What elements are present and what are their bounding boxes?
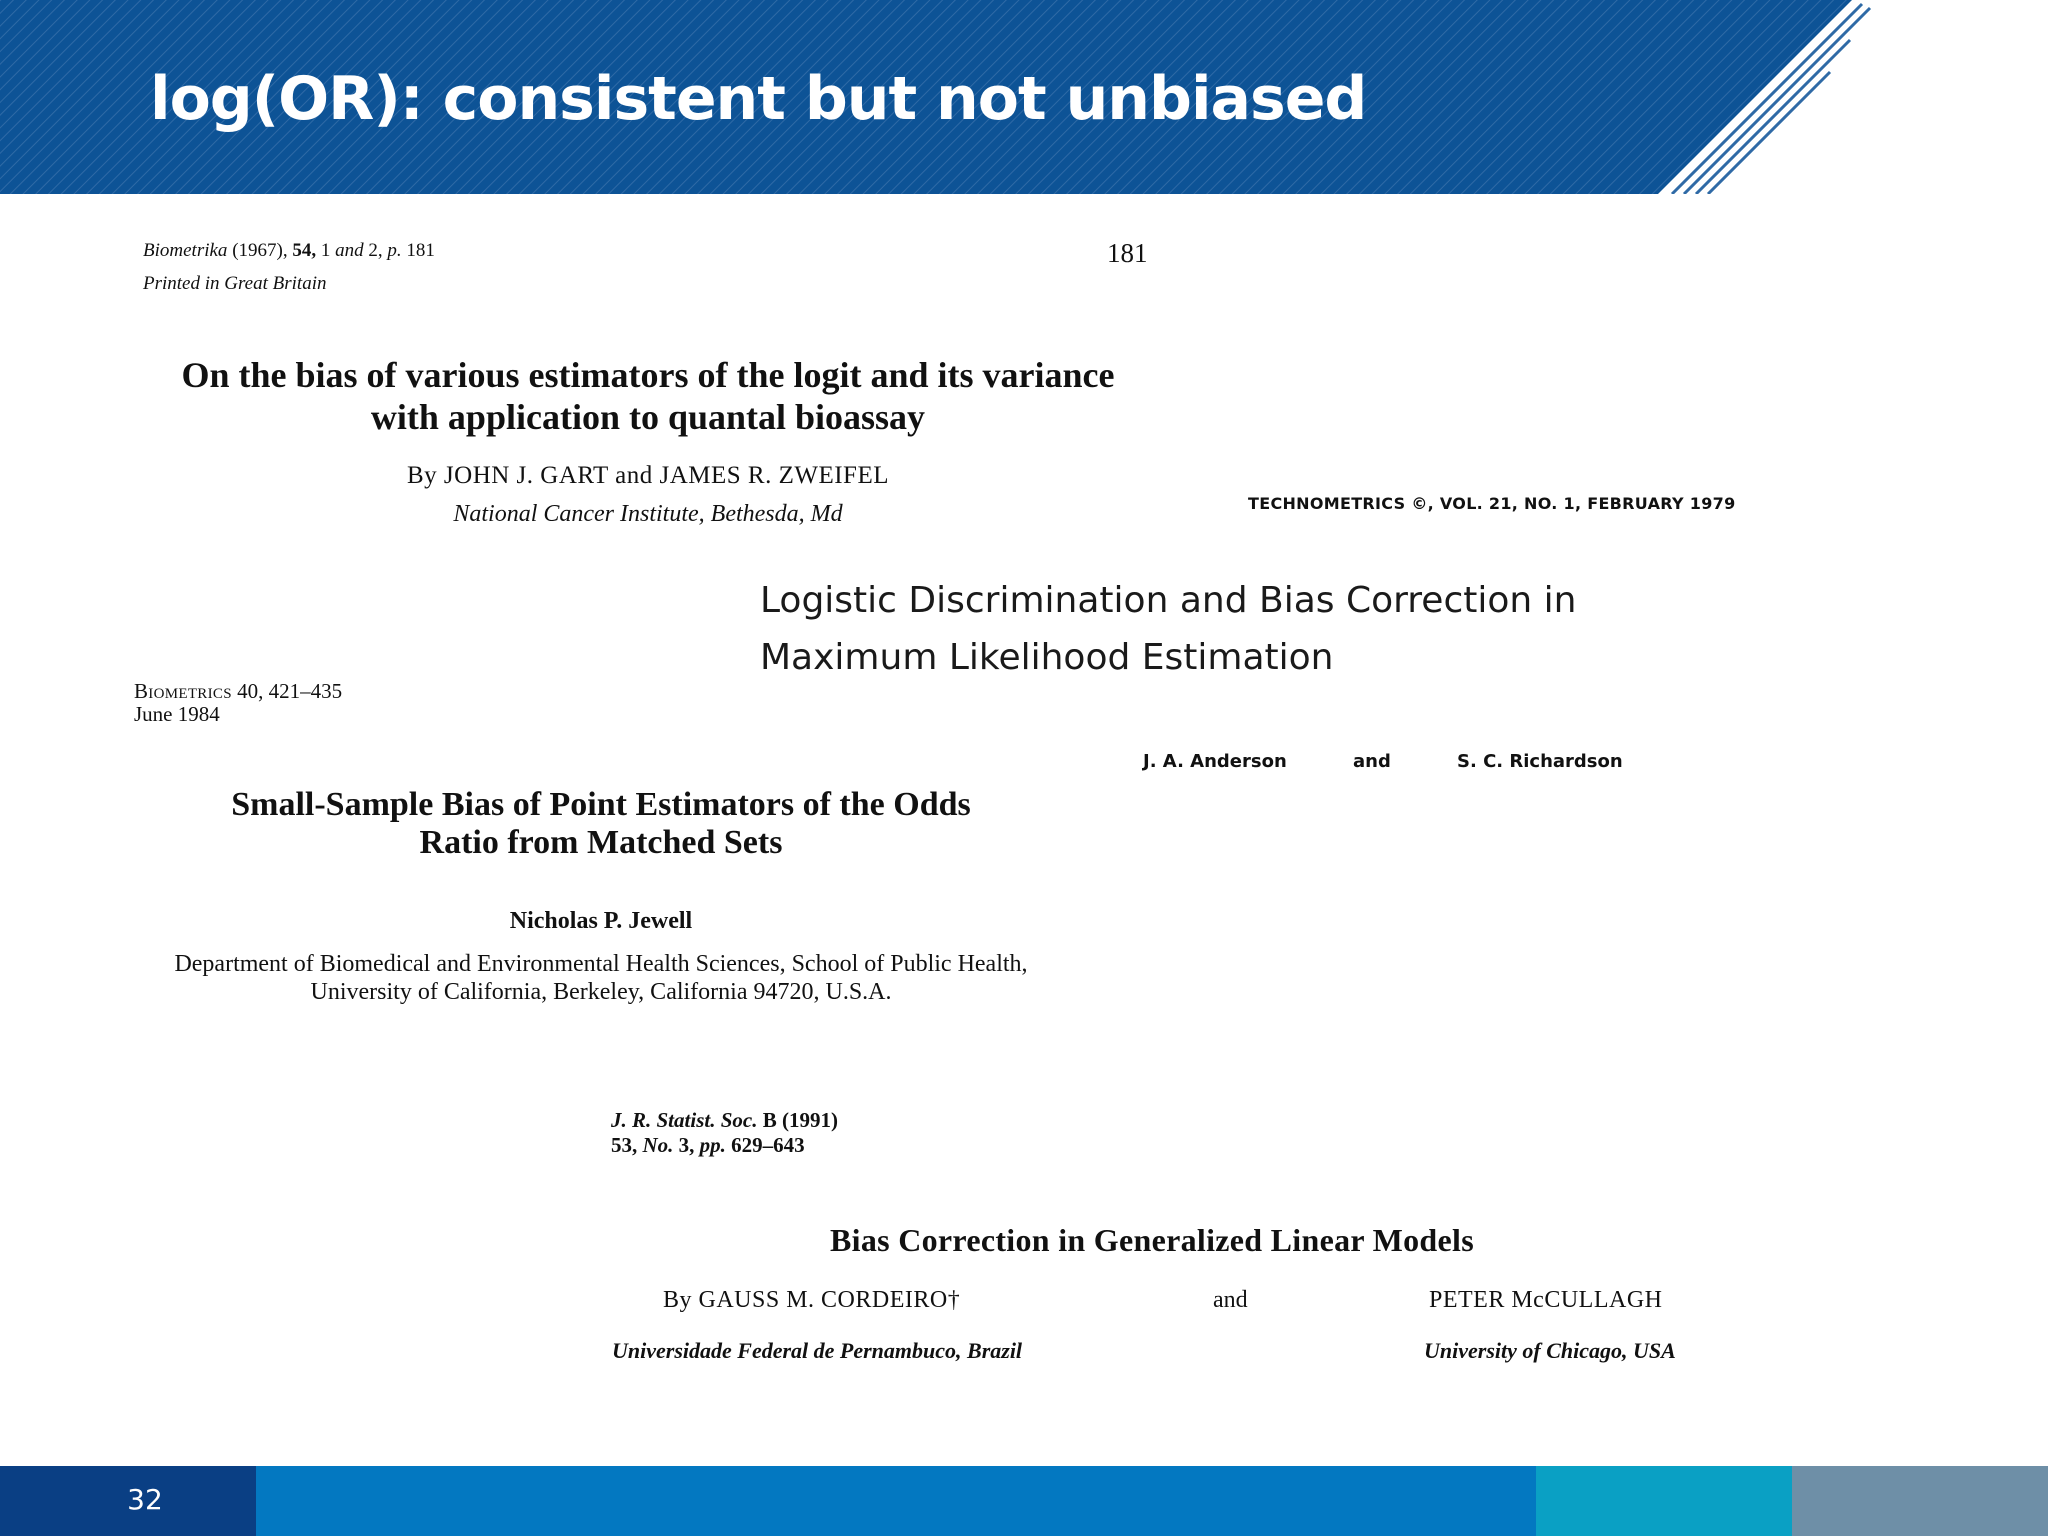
- biometrika-authors: By JOHN J. GART and JAMES R. ZWEIFEL: [406, 462, 889, 489]
- jrss-no: No.: [642, 1133, 674, 1157]
- jrss-journal: J. R. Statist. Soc.: [611, 1108, 758, 1132]
- biometrika-and: and: [335, 240, 364, 261]
- biometrika-year: (1967),: [232, 240, 288, 261]
- biometrics-affiliation-line1: Department of Biomedical and Environmental Health Sciences, School of Public Health,: [174, 951, 1028, 977]
- footer-gray-segment: [1792, 1466, 2048, 1536]
- slide-number: 32: [127, 1483, 163, 1516]
- biometrics-journal: Biometrics: [134, 679, 232, 703]
- jrss-issue: 3,: [678, 1133, 695, 1157]
- jrss-title: Bias Correction in Generalized Linear Models: [830, 1222, 1474, 1258]
- jrss-pages: 629–643: [731, 1133, 805, 1157]
- jrss-citation: [611, 1108, 838, 1133]
- jrss-pp: pp.: [699, 1133, 726, 1157]
- technometrics-and: and: [1353, 751, 1391, 772]
- jrss-affiliation2: University of Chicago, USA: [1424, 1338, 1676, 1363]
- jrss-author2: PETER McCULLAGH: [1429, 1287, 1663, 1313]
- technometrics-title-line2: Maximum Likelihood Estimation: [760, 637, 1334, 678]
- jrss-volume-line: [611, 1133, 805, 1158]
- biometrics-title-line2: Ratio from Matched Sets: [419, 824, 783, 861]
- biometrika-page-number: 181: [1107, 238, 1148, 268]
- footer-number-segment: [0, 1466, 256, 1536]
- biometrics-date: June 1984: [134, 702, 220, 726]
- jrss-author1: By GAUSS M. CORDEIRO†: [663, 1287, 961, 1313]
- biometrika-journal: Biometrika: [143, 240, 228, 261]
- jrss-series: B (1991): [762, 1108, 838, 1132]
- biometrics-pages: 40, 421–435: [237, 679, 343, 703]
- jrss-volume: 53,: [611, 1133, 638, 1157]
- footer-bar: [0, 1466, 2048, 1536]
- biometrika-volume: 54,: [292, 240, 317, 261]
- biometrika-issue2: 2,: [368, 240, 383, 261]
- biometrika-p: p.: [387, 240, 402, 261]
- technometrics-author1: J. A. Anderson: [1143, 751, 1287, 772]
- technometrics-title-line1: Logistic Discrimination and Bias Correction in: [760, 580, 1577, 621]
- biometrics-affiliation-line2: University of California, Berkeley, California 94720, U.S.A.: [310, 979, 892, 1005]
- biometrika-affiliation: National Cancer Institute, Bethesda, Md: [453, 501, 843, 527]
- jrss-affiliation1: Universidade Federal de Pernambuco, Brazil: [612, 1338, 1023, 1363]
- biometrika-printed: Printed in Great Britain: [143, 273, 327, 294]
- slide-title: log(OR): consistent but not unbiased: [150, 64, 1367, 134]
- biometrics-author: Nicholas P. Jewell: [509, 908, 693, 934]
- jrss-and: and: [1213, 1287, 1248, 1313]
- technometrics-author2: S. C. Richardson: [1457, 751, 1623, 772]
- biometrika-page: 181: [406, 240, 435, 261]
- biometrika-issue: 1: [320, 240, 331, 261]
- footer-main-segment: [256, 1466, 1536, 1536]
- technometrics-citation: TECHNOMETRICS ©, VOL. 21, NO. 1, FEBRUARY 1979: [1248, 494, 1736, 513]
- footer-teal-segment: [1536, 1466, 1792, 1536]
- biometrics-citation: [134, 679, 342, 704]
- biometrika-citation: [143, 240, 435, 262]
- biometrika-title-line2: with application to quantal bioassay: [370, 397, 926, 437]
- biometrika-title-line1: On the bias of various estimators of the logit and its variance: [181, 355, 1115, 395]
- biometrics-title-line1: Small-Sample Bias of Point Estimators of the Odds: [231, 786, 971, 823]
